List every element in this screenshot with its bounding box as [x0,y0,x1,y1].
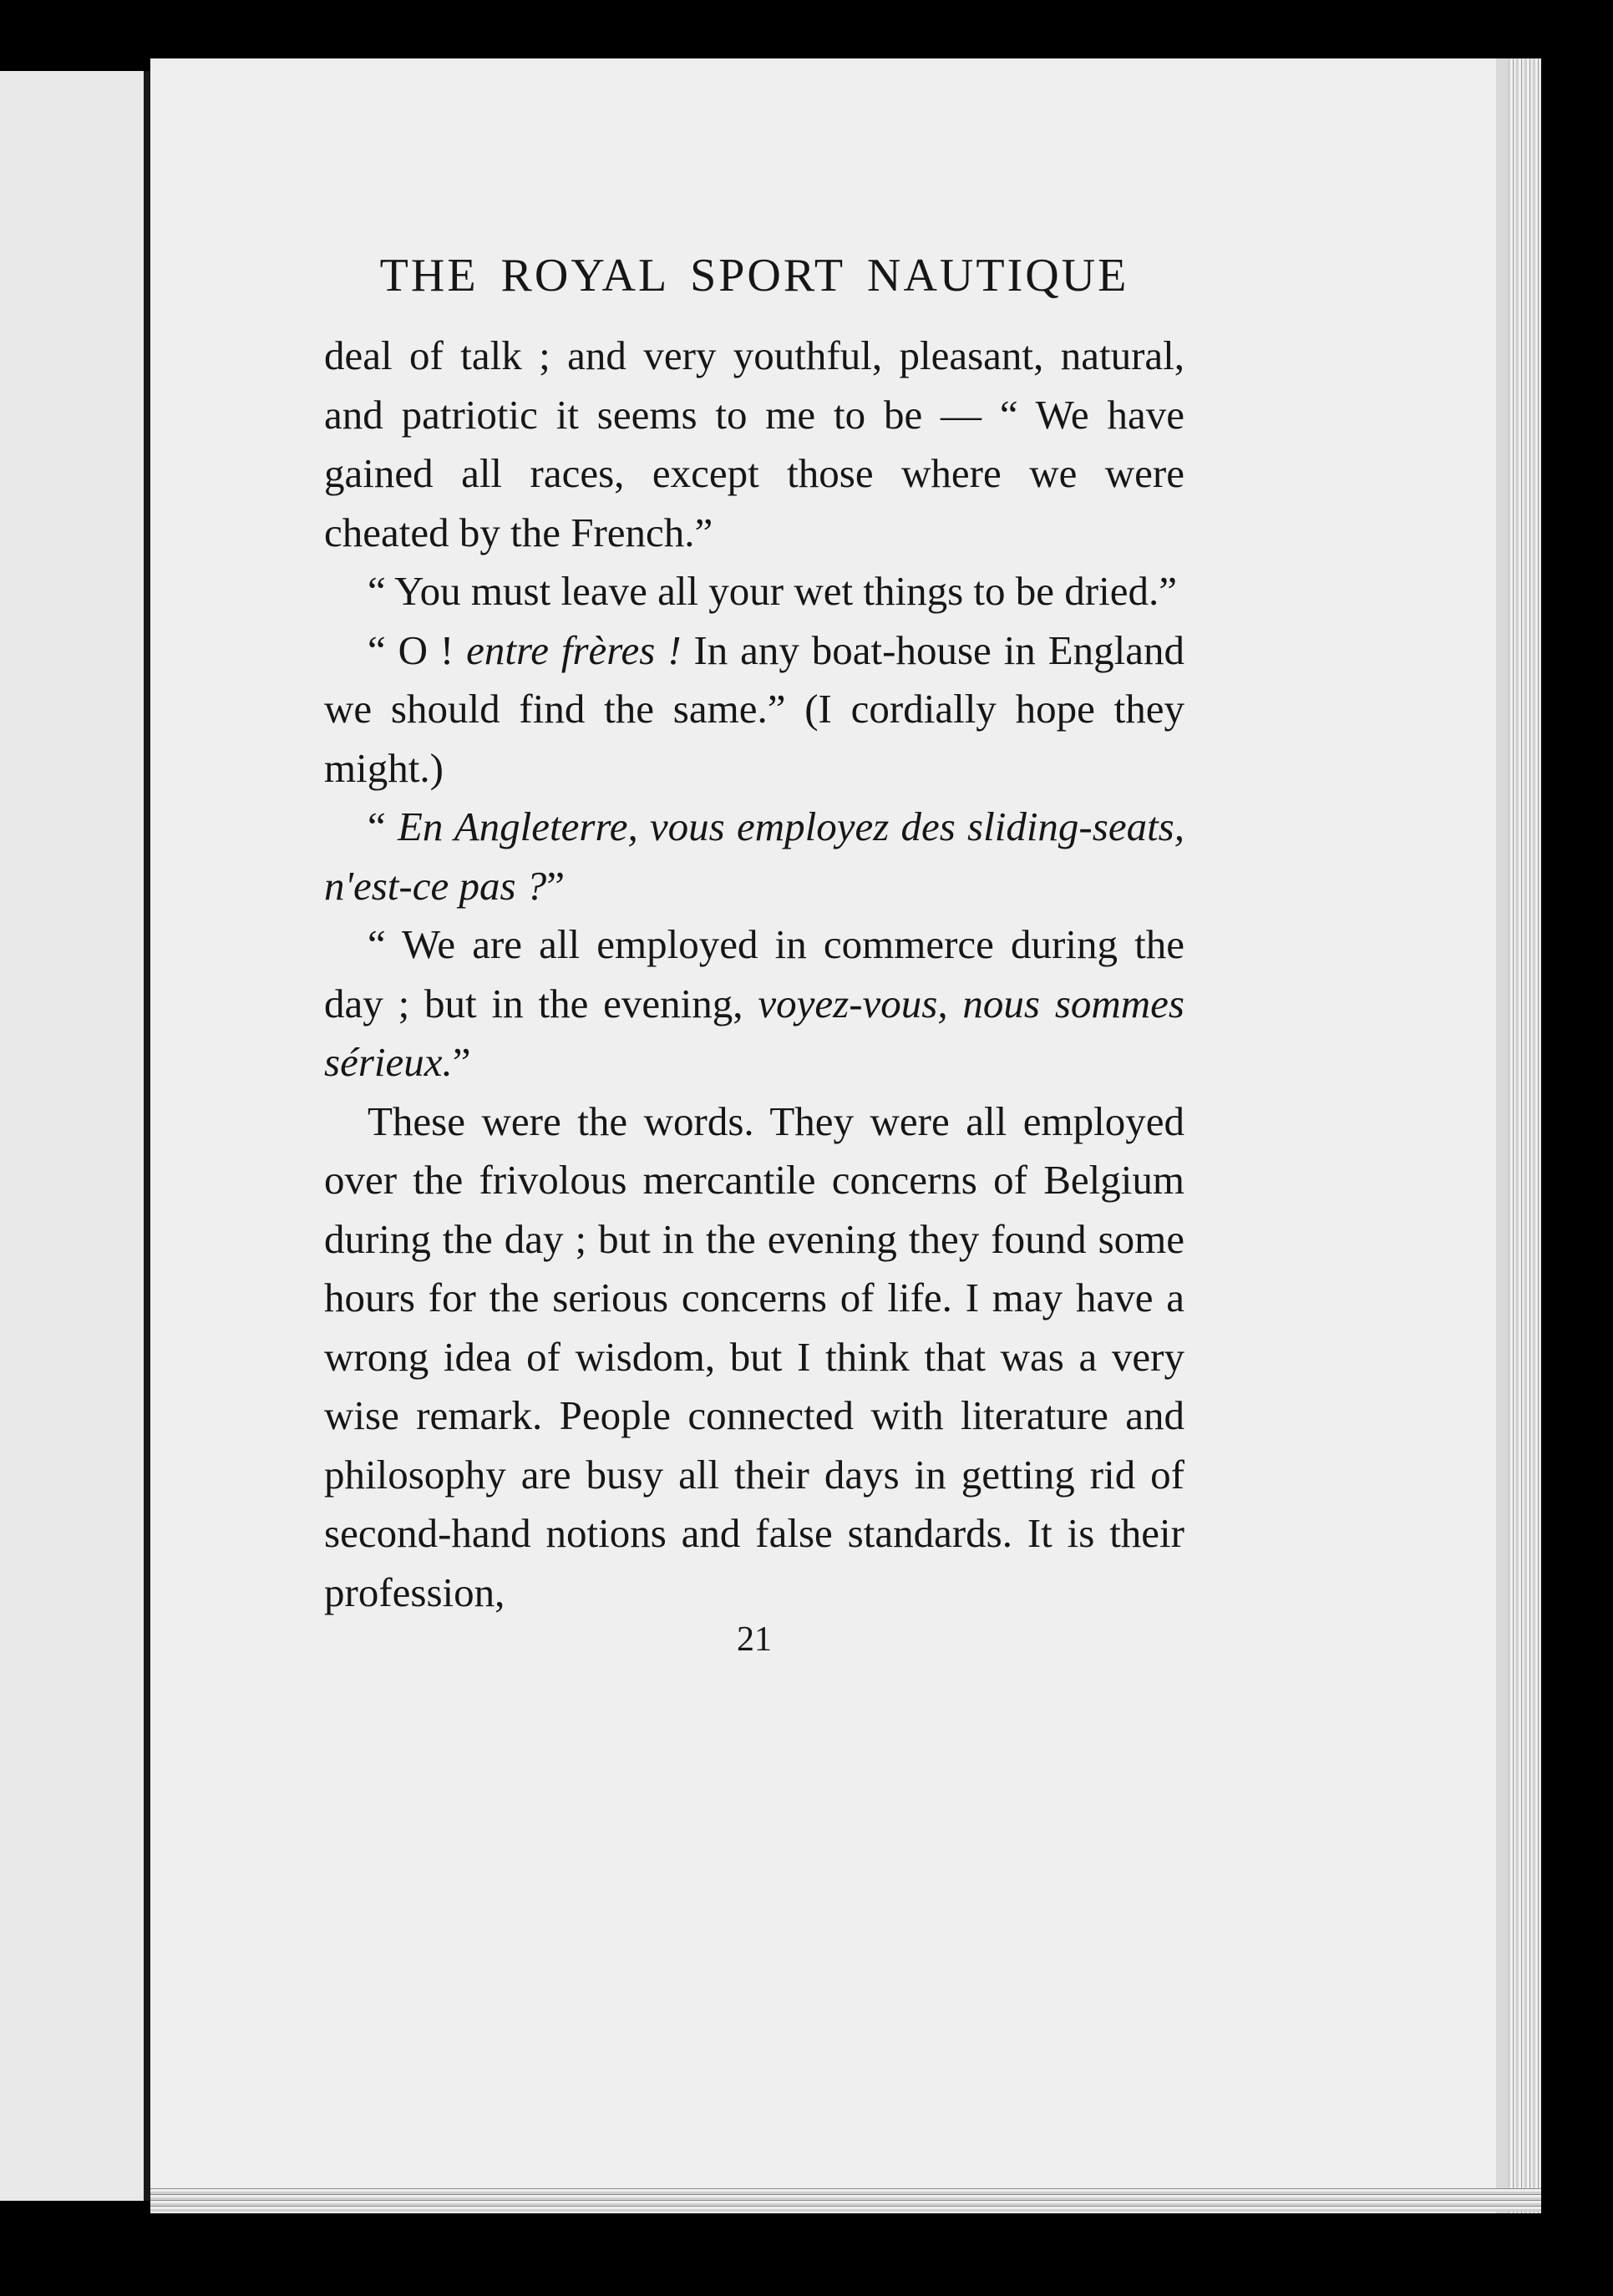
text-block [324,246,1184,1660]
text-run: “ O ! [368,626,467,673]
paragraph [324,1092,1184,1623]
text-run: In any boat-house in England we should find the same.” (I cordially hope they might.) [324,626,1184,791]
paragraph [324,915,1184,1092]
page-number: 21 [737,1620,772,1659]
paragraph [324,327,1184,562]
paragraph [324,798,1184,915]
facing-page-edge [0,71,150,2201]
text-run: ” [452,1039,471,1085]
text-run: “ [368,803,398,849]
page-stack-right-edge [1508,58,1541,2213]
text-run: deal of talk ; and very youthful, pleasant, natural, and patriotic it seems to me to be — “ We have gained all races, except those where we were cheated by the French.” [324,332,1184,555]
italic-run: En Angleterre, vous employez des sliding-seats, n'est-ce pas ? [324,803,1184,909]
paragraph [324,621,1184,798]
italic-run: entre frères ! [466,626,682,673]
body-text [324,327,1184,1622]
page-stack-bottom-edge [150,2188,1541,2212]
paragraph [324,562,1184,621]
italic-run: voyez-vous, nous sommes sérieux. [324,980,1184,1085]
text-run: “ We are all employed in commerce during the day ; but in the evening, [324,921,1184,1026]
text-run: ” [546,862,566,909]
text-run: These were the words. They were all employed over the frivolous mercantile concerns of Belgium during the day ; but in the evening they found some hours for the serious concerns of life. I may have a wrong idea of wisdom, but I think that was a very wise remark. People connected with literature and philosophy are busy all their days in getting rid of second-hand notions and false standards. It is their profession, [324,1097,1184,1615]
running-head: THE ROYAL SPORT NAUTIQUE [379,250,1129,302]
text-run: “ You must leave all your wet things to be dried.” [368,568,1177,614]
